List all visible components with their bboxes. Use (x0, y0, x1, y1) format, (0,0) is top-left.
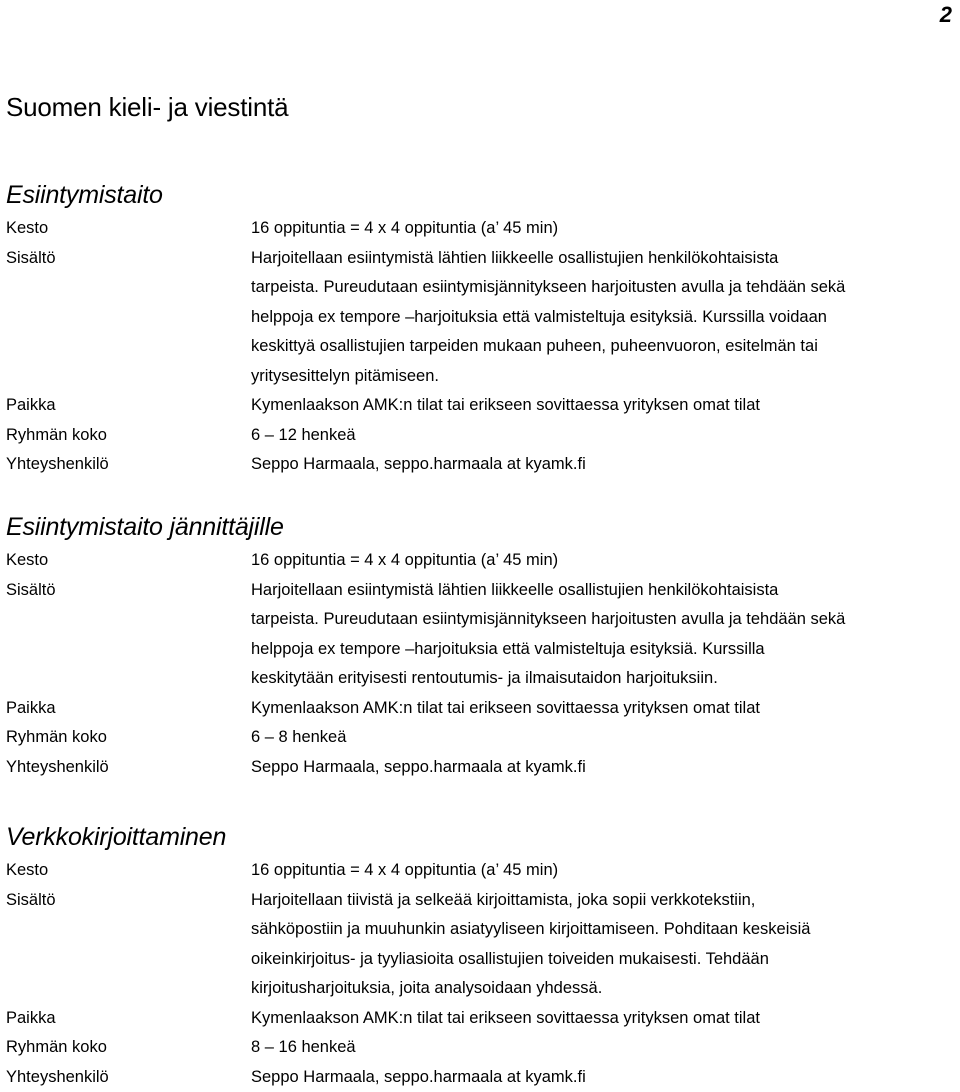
ryhman-koko-value: 6 – 12 henkeä (251, 421, 956, 451)
sisalto-line: Harjoitellaan tiivistä ja selkeää kirjoittamista, joka sopii verkkotekstiin, (251, 886, 956, 916)
section-title: Verkkokirjoittaminen (6, 822, 956, 852)
ryhman-koko-row (6, 1033, 956, 1063)
section-title: Esiintymistaito jännittäjille (6, 512, 956, 542)
sisalto-line: tarpeista. Pureudutaan esiintymisjännitykseen harjoitusten avulla ja tehdään sekä (251, 273, 956, 303)
kesto-label: Kesto (6, 214, 251, 244)
sisalto-line: helppoja ex tempore –harjoituksia että valmisteltuja esityksiä. Kurssilla voidaan (251, 303, 956, 333)
sisalto-row (6, 576, 956, 694)
yhteyshenkilo-value: Seppo Harmaala, seppo.harmaala at kyamk.fi (251, 450, 956, 480)
section-title: Esiintymistaito (6, 180, 956, 210)
course-section-esiintymistaito (6, 180, 956, 480)
paikka-value: Kymenlaakson AMK:n tilat tai erikseen sovittaessa yrityksen omat tilat (251, 391, 956, 421)
yhteyshenkilo-label: Yhteyshenkilö (6, 753, 251, 783)
ryhman-koko-row (6, 723, 956, 753)
kesto-row (6, 856, 956, 886)
sisalto-row (6, 244, 956, 392)
kesto-row (6, 214, 956, 244)
paikka-label: Paikka (6, 1004, 251, 1034)
page-title: Suomen kieli- ja viestintä (6, 92, 288, 123)
ryhman-koko-label: Ryhmän koko (6, 1033, 251, 1063)
sisalto-value (251, 244, 956, 392)
course-section-verkkokirjoittaminen (6, 822, 956, 1092)
sisalto-line: tarpeista. Pureudutaan esiintymisjännitykseen harjoitusten avulla ja tehdään sekä (251, 605, 956, 635)
yhteyshenkilo-row (6, 1063, 956, 1092)
yhteyshenkilo-value: Seppo Harmaala, seppo.harmaala at kyamk.fi (251, 1063, 956, 1092)
yhteyshenkilo-label: Yhteyshenkilö (6, 450, 251, 480)
sisalto-row (6, 886, 956, 1004)
paikka-row (6, 694, 956, 724)
ryhman-koko-label: Ryhmän koko (6, 723, 251, 753)
paikka-value: Kymenlaakson AMK:n tilat tai erikseen sovittaessa yrityksen omat tilat (251, 1004, 956, 1034)
paikka-value: Kymenlaakson AMK:n tilat tai erikseen sovittaessa yrityksen omat tilat (251, 694, 956, 724)
ryhman-koko-value: 6 – 8 henkeä (251, 723, 956, 753)
sisalto-line: Harjoitellaan esiintymistä lähtien liikkeelle osallistujien henkilökohtaisista (251, 244, 956, 274)
sisalto-line: helppoja ex tempore –harjoituksia että valmisteltuja esityksiä. Kurssilla (251, 635, 956, 665)
ryhman-koko-label: Ryhmän koko (6, 421, 251, 451)
sisalto-line: yritysesittelyn pitämiseen. (251, 362, 956, 392)
kesto-value: 16 oppituntia = 4 x 4 oppituntia (a’ 45 min) (251, 214, 956, 244)
paikka-label: Paikka (6, 694, 251, 724)
yhteyshenkilo-label: Yhteyshenkilö (6, 1063, 251, 1092)
paikka-row (6, 1004, 956, 1034)
ryhman-koko-row (6, 421, 956, 451)
sisalto-label: Sisältö (6, 886, 251, 1004)
yhteyshenkilo-row (6, 450, 956, 480)
kesto-value: 16 oppituntia = 4 x 4 oppituntia (a’ 45 min) (251, 856, 956, 886)
sisalto-value (251, 886, 956, 1004)
paikka-row (6, 391, 956, 421)
sisalto-line: kirjoitusharjoituksia, joita analysoidaan yhdessä. (251, 974, 956, 1004)
kesto-row (6, 546, 956, 576)
sisalto-label: Sisältö (6, 244, 251, 392)
kesto-label: Kesto (6, 546, 251, 576)
course-section-esiintymistaito-jannittajille (6, 512, 956, 782)
kesto-value: 16 oppituntia = 4 x 4 oppituntia (a’ 45 min) (251, 546, 956, 576)
sisalto-line: keskitytään erityisesti rentoutumis- ja ilmaisutaidon harjoituksiin. (251, 664, 956, 694)
yhteyshenkilo-value: Seppo Harmaala, seppo.harmaala at kyamk.fi (251, 753, 956, 783)
sisalto-line: keskittyä osallistujien tarpeiden mukaan puheen, puheenvuoron, esitelmän tai (251, 332, 956, 362)
sisalto-line: sähköpostiin ja muuhunkin asiatyyliseen kirjoittamiseen. Pohditaan keskeisiä (251, 915, 956, 945)
sisalto-label: Sisältö (6, 576, 251, 694)
yhteyshenkilo-row (6, 753, 956, 783)
sisalto-value (251, 576, 956, 694)
sisalto-line: Harjoitellaan esiintymistä lähtien liikkeelle osallistujien henkilökohtaisista (251, 576, 956, 606)
sisalto-line: oikeinkirjoitus- ja tyyliasioita osallistujien toiveiden mukaisesti. Tehdään (251, 945, 956, 975)
page-number: 2 (940, 4, 952, 26)
paikka-label: Paikka (6, 391, 251, 421)
ryhman-koko-value: 8 – 16 henkeä (251, 1033, 956, 1063)
kesto-label: Kesto (6, 856, 251, 886)
